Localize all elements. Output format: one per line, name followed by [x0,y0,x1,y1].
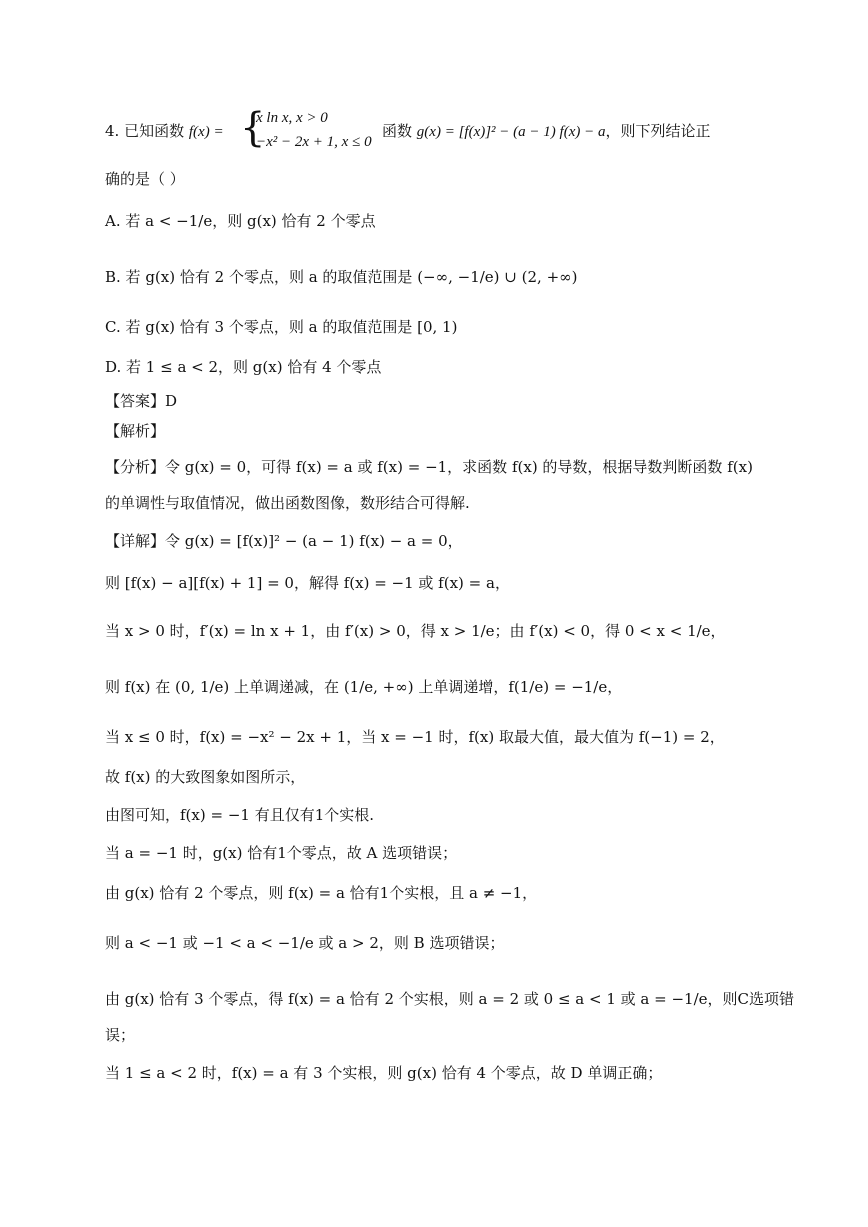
piecewise-brace: { [240,105,266,151]
detail-line-9: 由 g(x) 恰有 2 个零点，则 f(x) = a 恰有1个实根，且 a ≠ −1， [105,884,538,902]
detail-line-12: 误； [105,1026,136,1044]
detail-line-10: 则 a < −1 或 −1 < a < −1/e 或 a > 2，则 B 选项错误； [105,934,505,952]
detail-line-7: 由图可知，f(x) = −1 有且仅有1个实根. [105,806,375,824]
detail-line-2: 则 [f(x) − a][f(x) + 1] = 0，解得 f(x) = −1 或 f(x) = a， [105,574,510,592]
f-definition-label: f(x) = [188,124,224,140]
piecewise-case-1: x ln x, x > 0 [256,110,328,126]
option-c: C. 若 g(x) 恰有 3 个零点，则 a 的取值范围是 [0, 1) [105,318,458,336]
analysis-line-1: 【分析】令 g(x) = 0，可得 f(x) = a 或 f(x) = −1，求函数 f(x) 的导数，根据导数判断函数 f(x) [105,458,753,476]
option-a: A. 若 a < −1/e，则 g(x) 恰有 2 个零点 [105,212,376,230]
g-function-text [382,120,711,143]
problem-number: 4. [105,122,120,140]
analysis-line-2: 的单调性与取值情况，做出函数图像，数形结合可得解. [105,494,470,512]
option-d: D. 若 1 ≤ a < 2，则 g(x) 恰有 4 个零点 [105,358,382,376]
detail-line-1: 【详解】令 g(x) = [f(x)]² − (a − 1) f(x) − a = 0， [105,532,463,550]
detail-line-5: 当 x ≤ 0 时，f(x) = −x² − 2x + 1，当 x = −1 时，f(x) 取最大值，最大值为 f(−1) = 2， [105,728,725,746]
problem-statement-line-1 [105,120,224,143]
problem-tail: ，则下列结论正 [605,122,711,140]
detail-line-13: 当 1 ≤ a < 2 时，f(x) = a 有 3 个实根，则 g(x) 恰有 4 个零点，故 D 单调正确； [105,1064,663,1082]
answer-line: 【答案】D [105,392,178,410]
detail-line-8: 当 a = −1 时，g(x) 恰有1个零点，故 A 选项错误； [105,844,458,862]
problem-intro: 已知函数 [124,122,185,140]
option-b: B. 若 g(x) 恰有 2 个零点，则 a 的取值范围是 (−∞, −1/e) ∪ (2, +∞) [105,268,578,286]
detail-line-6: 故 f(x) 的大致图象如图所示， [105,768,306,786]
g-definition: g(x) = [f(x)]² − (a − 1) f(x) − a [416,124,606,140]
piecewise-case-2: −x² − 2x + 1, x ≤ 0 [256,134,372,150]
detail-line-3: 当 x > 0 时，f′(x) = ln x + 1，由 f′(x) > 0，得 x > 1/e；由 f′(x) < 0，得 0 < x < 1/e， [105,622,726,640]
problem-statement-line-2: 确的是（ ） [105,170,185,188]
detail-line-11: 由 g(x) 恰有 3 个零点，得 f(x) = a 恰有 2 个实根，则 a = 2 或 0 ≤ a < 1 或 a = −1/e，则C选项错 [105,990,794,1008]
g-label: 函数 [382,122,413,140]
analysis-title: 【解析】 [105,422,166,440]
detail-line-4: 则 f(x) 在 (0, 1/e) 上单调递减，在 (1/e, +∞) 上单调递增，f(1/e) = −1/e， [105,678,623,696]
